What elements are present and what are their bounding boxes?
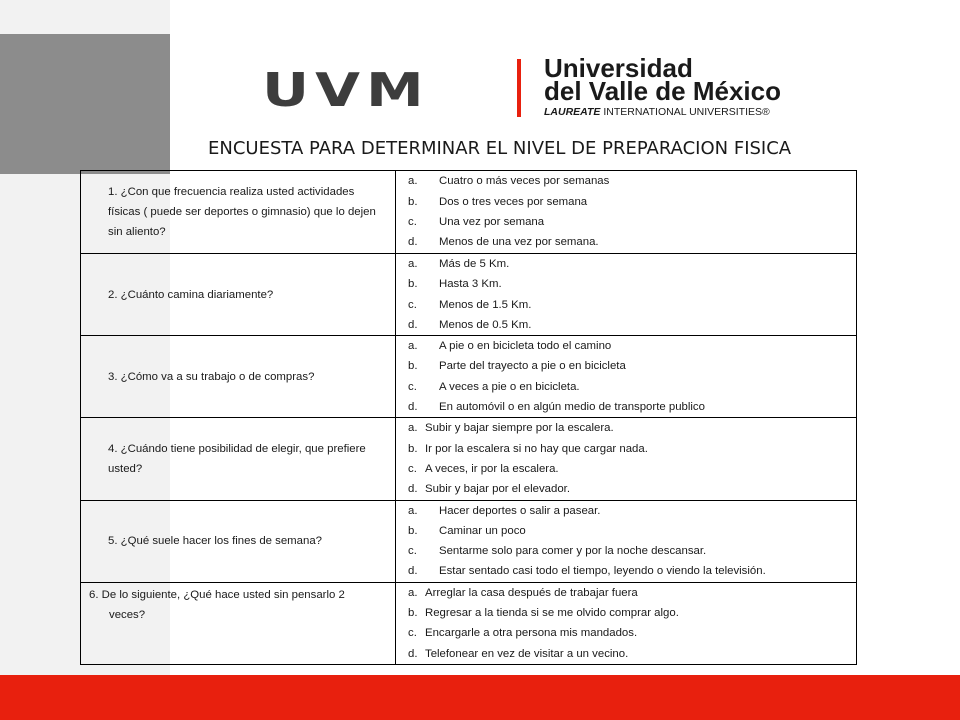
option-text: A pie o en bicicleta todo el camino — [439, 340, 612, 353]
option-text: Encargarle a otra persona mis mandados. — [425, 627, 638, 640]
option-letter: a. — [408, 586, 418, 599]
logo-uvm-letters: UVM — [262, 62, 430, 118]
bottom-red-bar — [0, 675, 960, 720]
option-letter: c. — [408, 462, 417, 475]
option-letter: a. — [408, 340, 418, 353]
option-text: Menos de 1.5 Km. — [439, 298, 532, 311]
option-text: A veces, ir por la escalera. — [425, 462, 559, 475]
option-item — [396, 603, 856, 623]
question-text: 6. De lo siguiente, ¿Qué hace usted sin pensarlo 2 veces? — [89, 588, 345, 621]
logo-divider — [517, 59, 521, 117]
question-text: 4. ¿Cuándo tiene posibilidad de elegir, que prefiere usted? — [108, 442, 366, 475]
option-letter: d. — [408, 483, 418, 496]
option-item — [396, 644, 856, 664]
question-text: 5. ¿Qué suele hacer los fines de semana? — [108, 535, 323, 548]
option-text: Sentarme solo para comer y por la noche descansar. — [439, 545, 707, 558]
option-text: Subir y bajar siempre por la escalera. — [425, 422, 614, 435]
option-text: Hasta 3 Km. — [439, 278, 502, 291]
option-letter: a. — [408, 175, 418, 188]
table-row — [81, 418, 857, 500]
option-text: Estar sentado casi todo el tiempo, leyendo o viendo la televisión. — [439, 565, 766, 578]
option-letter: a. — [408, 258, 418, 270]
option-item — [396, 254, 856, 274]
option-text: Caminar un poco — [439, 524, 526, 537]
question-cell — [81, 171, 396, 254]
option-letter: b. — [408, 360, 418, 373]
option-item — [396, 561, 856, 581]
option-letter: d. — [408, 565, 418, 578]
question-cell — [81, 418, 396, 500]
option-text: Hacer deportes o salir a pasear. — [439, 504, 601, 517]
option-item — [396, 232, 856, 252]
options-cell — [396, 500, 857, 582]
option-item — [396, 397, 856, 417]
uvm-logo — [262, 55, 862, 125]
table-row — [81, 582, 857, 664]
option-text: Más de 5 Km. — [439, 258, 510, 270]
option-text: Menos de 0.5 Km. — [439, 318, 532, 331]
logo-network: INTERNATIONAL UNIVERSITIES® — [603, 106, 770, 118]
option-letter: b. — [408, 442, 418, 455]
option-item — [396, 459, 856, 479]
option-text: Telefonear en vez de visitar a un vecino. — [425, 647, 629, 660]
option-text: Ir por la escalera si no hay que cargar nada. — [425, 442, 648, 455]
logo-laureate: LAUREATE — [544, 106, 601, 118]
option-text: Menos de una vez por semana. — [439, 236, 599, 249]
option-item — [396, 501, 856, 521]
option-item — [396, 192, 856, 212]
option-letter: c. — [408, 380, 417, 393]
option-letter: d. — [408, 318, 418, 331]
table-row — [81, 500, 857, 582]
option-item — [396, 623, 856, 643]
option-text: Una vez por semana — [439, 216, 545, 228]
option-letter: b. — [408, 278, 418, 291]
question-text: 2. ¿Cuánto camina diariamente? — [108, 288, 274, 301]
question-cell — [81, 336, 396, 418]
option-item — [396, 274, 856, 294]
question-text: 1. ¿Con que frecuencia realiza usted actividades físicas ( puede ser deportes o gimnasio) que lo dejen sin aliento? — [108, 186, 376, 238]
option-text: Parte del trayecto a pie o en bicicleta — [439, 360, 626, 373]
option-text: Arreglar la casa después de trabajar fuera — [425, 586, 638, 599]
option-letter: d. — [408, 236, 418, 249]
option-item — [396, 356, 856, 376]
page-title: ENCUESTA PARA DETERMINAR EL NIVEL DE PREPARACION FISICA — [208, 138, 792, 159]
question-cell — [81, 500, 396, 582]
option-item — [396, 336, 856, 356]
options-cell — [396, 418, 857, 500]
option-item — [396, 295, 856, 315]
left-gray-block — [0, 34, 170, 174]
table-row — [81, 171, 857, 254]
option-text: A veces a pie o en bicicleta. — [439, 380, 580, 393]
option-letter: a. — [408, 422, 418, 435]
option-letter: c. — [408, 298, 417, 311]
options-cell — [396, 582, 857, 664]
option-text: Subir y bajar por el elevador. — [425, 483, 570, 496]
option-text: Regresar a la tienda si se me olvido comprar algo. — [425, 607, 679, 620]
question-cell — [81, 582, 396, 664]
option-item — [396, 479, 856, 499]
options-cell — [396, 254, 857, 336]
question-text: 3. ¿Cómo va a su trabajo o de compras? — [108, 370, 315, 383]
logo-name-line1: Universidad — [544, 53, 693, 83]
survey-table — [80, 170, 857, 665]
logo-university-name — [544, 53, 781, 106]
option-text: Dos o tres veces por semana — [439, 195, 588, 208]
option-letter: b. — [408, 524, 418, 537]
option-letter: b. — [408, 607, 418, 620]
option-letter: a. — [408, 504, 418, 517]
option-item — [396, 212, 856, 232]
table-row — [81, 336, 857, 418]
options-cell — [396, 336, 857, 418]
option-letter: d. — [408, 647, 418, 660]
option-letter: c. — [408, 216, 417, 228]
logo-name-line2: del Valle de México — [544, 76, 781, 106]
question-cell — [81, 254, 396, 336]
table-row — [81, 254, 857, 336]
option-item — [396, 583, 856, 603]
option-item — [396, 541, 856, 561]
option-letter: c. — [408, 545, 417, 558]
option-text: En automóvil o en algún medio de transporte publico — [439, 401, 705, 414]
option-item — [396, 439, 856, 459]
option-letter: c. — [408, 627, 417, 640]
option-letter: d. — [408, 401, 418, 414]
option-item — [396, 521, 856, 541]
options-cell — [396, 171, 857, 254]
option-item — [396, 377, 856, 397]
option-text: Cuatro o más veces por semanas — [439, 175, 610, 188]
logo-laureate-line — [544, 106, 770, 118]
option-letter: b. — [408, 195, 418, 208]
option-item — [396, 171, 856, 191]
option-item — [396, 418, 856, 438]
option-item — [396, 315, 856, 335]
